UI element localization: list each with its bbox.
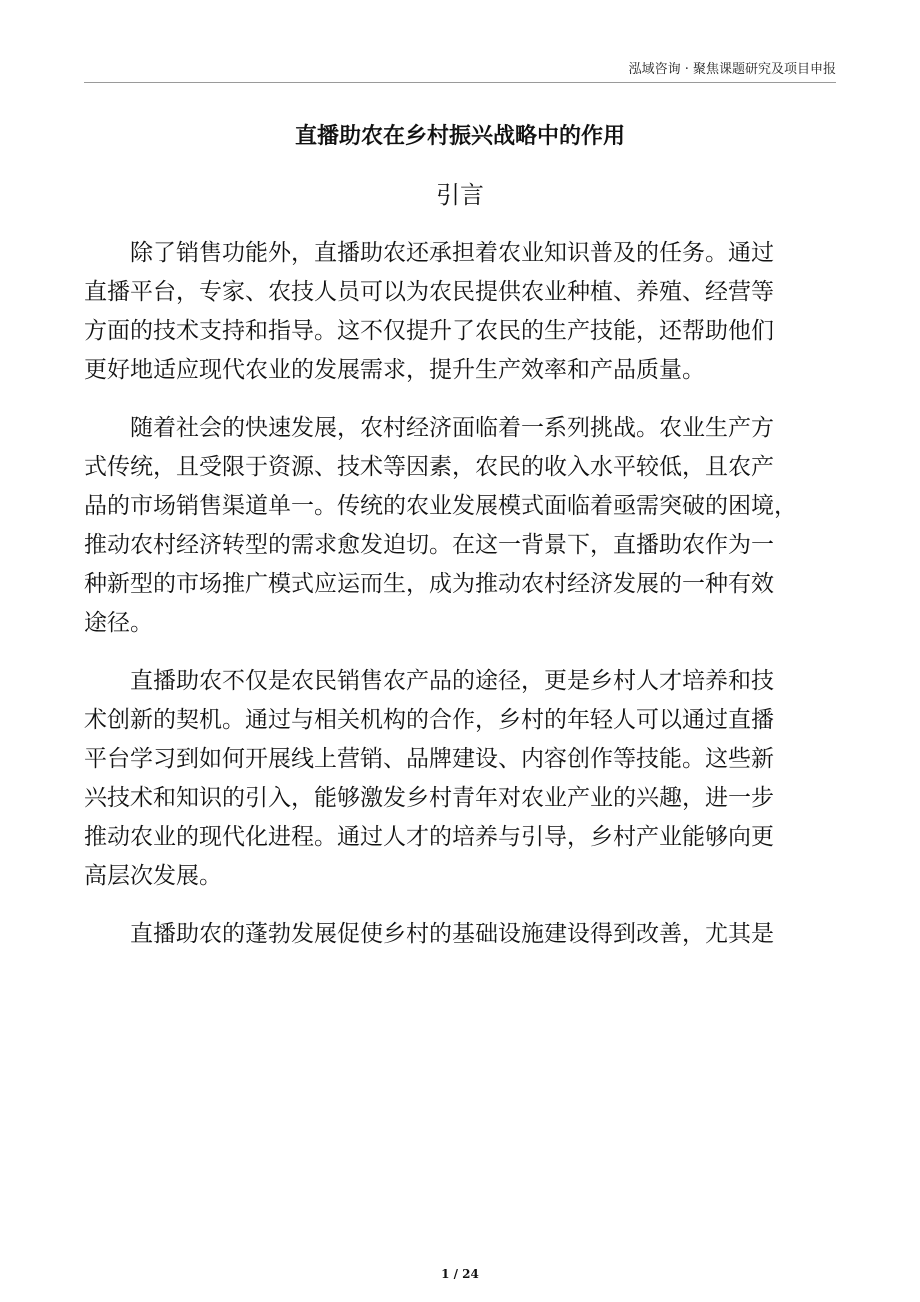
- paragraph-line: 推动农村经济转型的需求愈发迫切。在这一背景下，直播助农作为一: [84, 532, 774, 558]
- paragraph-line: 平台学习到如何开展线上营销、品牌建设、内容创作等技能。这些新: [84, 746, 774, 772]
- page-header-text: 泓域咨询 · 聚焦课题研究及项目申报: [628, 62, 836, 77]
- paragraph: [84, 915, 836, 954]
- document-body: [84, 234, 836, 973]
- paragraph: [84, 234, 836, 390]
- paragraph-line: 更好地适应现代农业的发展需求，提升生产效率和产品质量。: [84, 357, 705, 383]
- paragraph-line: 术创新的契机。通过与相关机构的合作，乡村的年轻人可以通过直播: [84, 707, 774, 733]
- paragraph-line: 直播助农的蓬勃发展促使乡村的基础设施建设得到改善，尤其是: [130, 921, 774, 947]
- paragraph-line: 途径。: [84, 610, 153, 636]
- paragraph-line: 品的市场销售渠道单一。传统的农业发展模式面临着亟需突破的困境，: [84, 493, 797, 519]
- section-heading: 引言: [436, 181, 484, 209]
- paragraph-line: 直播平台，专家、农技人员可以为农民提供农业种植、养殖、经营等: [84, 279, 774, 305]
- paragraph-line: 直播助农不仅是农民销售农产品的途径，更是乡村人才培养和技: [130, 668, 774, 694]
- paragraph-line: 推动农业的现代化进程。通过人才的培养与引导，乡村产业能够向更: [84, 824, 774, 850]
- paragraph-line: 随着社会的快速发展，农村经济面临着一系列挑战。农业生产方: [130, 415, 774, 441]
- page-number: 1 / 24: [441, 1267, 479, 1281]
- header-divider: [84, 82, 836, 83]
- paragraph-line: 兴技术和知识的引入，能够激发乡村青年对农业产业的兴趣，进一步: [84, 785, 774, 811]
- paragraph-line: 方面的技术支持和指导。这不仅提升了农民的生产技能，还帮助他们: [84, 318, 774, 344]
- paragraph: [84, 409, 836, 643]
- paragraph-line: 种新型的市场推广模式应运而生，成为推动农村经济发展的一种有效: [84, 571, 774, 597]
- document-title: 直播助农在乡村振兴战略中的作用: [294, 124, 625, 149]
- paragraph-line: 高层次发展。: [84, 863, 222, 889]
- paragraph-line: 式传统，且受限于资源、技术等因素，农民的收入水平较低，且农产: [84, 454, 774, 480]
- paragraph-line: 除了销售功能外，直播助农还承担着农业知识普及的任务。通过: [130, 240, 774, 266]
- paragraph: [84, 662, 836, 896]
